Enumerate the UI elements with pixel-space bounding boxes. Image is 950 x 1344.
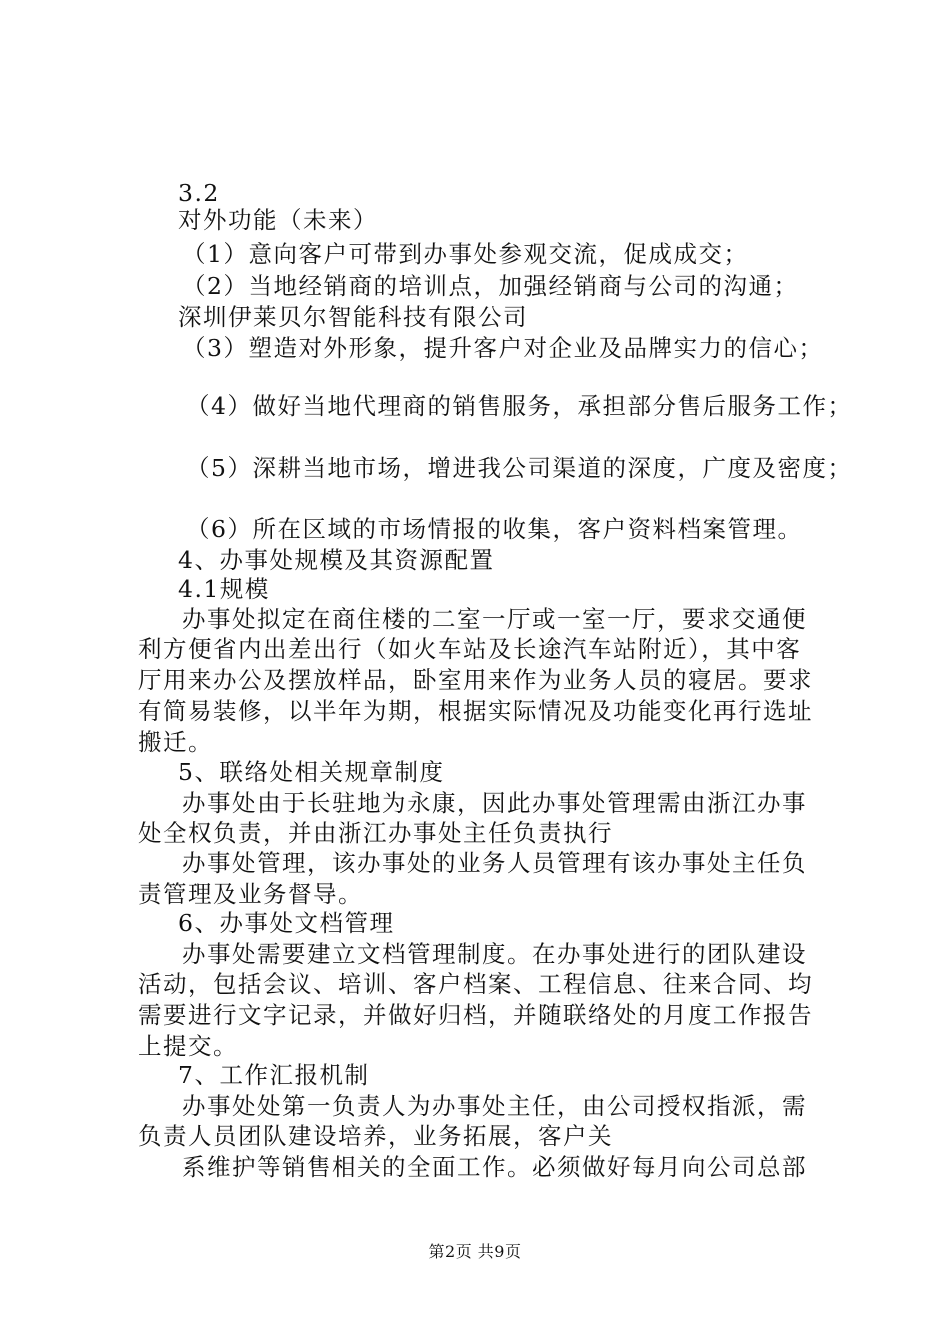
paragraph-line: 厅用来办公及摆放样品，卧室用来作为业务人员的寝居。要求 bbox=[138, 666, 813, 694]
paragraph-line: 系维护等销售相关的全面工作。必须做好每月向公司总部 bbox=[182, 1153, 807, 1181]
page-footer: 第2页 共9页 bbox=[428, 1242, 522, 1261]
section-heading: 对外功能（未来） bbox=[178, 206, 378, 234]
list-item: （3）塑造对外形象，提升客户对企业及品牌实力的信心； bbox=[182, 334, 824, 362]
paragraph-line: 利方便省内出差出行（如火车站及长途汽车站附近），其中客 bbox=[138, 635, 802, 663]
paragraph-line: 办事处管理，该办事处的业务人员管理有该办事处主任负 bbox=[182, 849, 807, 877]
section-number: 3.2 bbox=[178, 179, 220, 207]
paragraph-line: 有简易装修，以半年为期，根据实际情况及功能变化再行选址 bbox=[138, 697, 813, 725]
section-heading: 6、办事处文档管理 bbox=[178, 909, 395, 937]
paragraph-line: 办事处拟定在商住楼的二室一厅或一室一厅，要求交通便 bbox=[182, 605, 807, 633]
paragraph-line: 搬迁。 bbox=[138, 728, 213, 756]
paragraph-line: 需要进行文字记录，并做好归档，并随联络处的月度工作报告 bbox=[138, 1001, 813, 1029]
section-heading: 4、办事处规模及其资源配置 bbox=[178, 546, 495, 574]
section-heading: 7、工作汇报机制 bbox=[178, 1061, 370, 1089]
list-item: （4）做好当地代理商的销售服务，承担部分售后服务工作； bbox=[186, 392, 853, 420]
paragraph-line: 上提交。 bbox=[138, 1032, 238, 1060]
list-item: （2）当地经销商的培训点，加强经销商与公司的沟通； bbox=[182, 272, 799, 300]
paragraph-line: 办事处由于长驻地为永康，因此办事处管理需由浙江办事 bbox=[182, 789, 807, 817]
paragraph-line: 处全权负责，并由浙江办事处主任负责执行 bbox=[138, 819, 613, 847]
paragraph-line: 活动，包括会议、培训、客户档案、工程信息、往来合同、均 bbox=[138, 970, 813, 998]
paragraph-line: 负责人员团队建设培养，业务拓展，客户关 bbox=[138, 1122, 613, 1150]
list-item: （6）所在区域的市场情报的收集，客户资料档案管理。 bbox=[186, 515, 803, 543]
subsection-heading: 4.1规模 bbox=[178, 575, 270, 603]
list-item: （5）深耕当地市场，增进我公司渠道的深度，广度及密度； bbox=[186, 454, 853, 482]
section-heading: 5、联络处相关规章制度 bbox=[178, 758, 445, 786]
paragraph-line: 责管理及业务督导。 bbox=[138, 880, 363, 908]
paragraph-line: 办事处需要建立文档管理制度。在办事处进行的团队建设 bbox=[182, 940, 807, 968]
company-name: 深圳伊莱贝尔智能科技有限公司 bbox=[178, 303, 528, 331]
paragraph-line: 办事处处第一负责人为办事处主任，由公司授权指派，需 bbox=[182, 1092, 807, 1120]
list-item: （1）意向客户可带到办事处参观交流，促成成交； bbox=[182, 240, 749, 268]
